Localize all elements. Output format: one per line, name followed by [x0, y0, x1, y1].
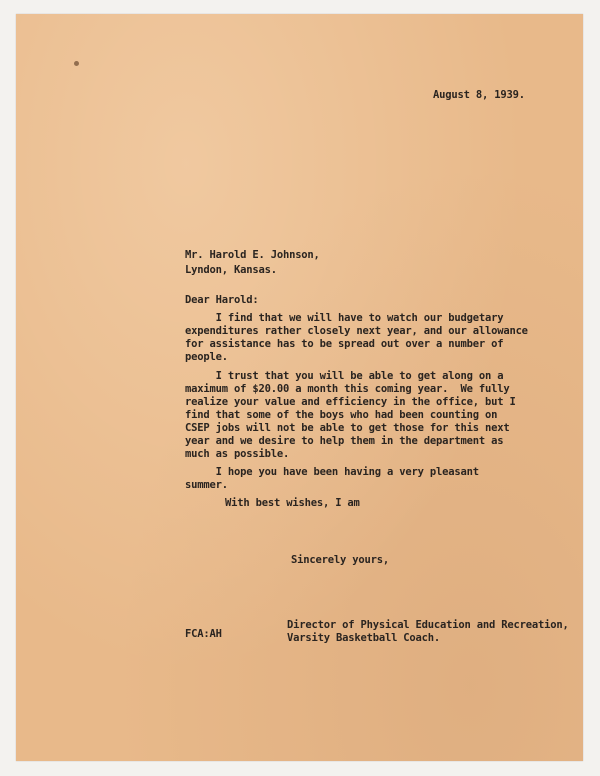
signature-title-2: Varsity Basketball Coach. — [287, 632, 441, 644]
paragraph-2-line-2: maximum of $20.00 a month this coming year. We fully — [185, 383, 510, 395]
paragraph-2-line-7: much as possible. — [185, 448, 290, 460]
paragraph-3-line-1: I hope you have been having a very pleasant — [185, 466, 479, 478]
typist-initials: FCA:AH — [185, 628, 222, 640]
punch-hole-mark — [74, 61, 79, 66]
paragraph-2-line-1: I trust that you will be able to get along on a — [185, 370, 504, 382]
paragraph-2-line-4: find that some of the boys who had been counting on — [185, 409, 498, 421]
paragraph-1-line-1: I find that we will have to watch our budgetary — [185, 312, 504, 324]
recipient-city: Lyndon, Kansas. — [185, 264, 277, 276]
signature-title-1: Director of Physical Education and Recreation, — [287, 619, 569, 631]
paragraph-1-line-3: for assistance has to be spread out over a number of — [185, 338, 504, 350]
signoff: Sincerely yours, — [291, 554, 389, 566]
paragraph-2-line-6: year and we desire to help them in the department as — [185, 435, 504, 447]
salutation: Dear Harold: — [185, 294, 259, 306]
closing-line: With best wishes, I am — [225, 497, 360, 509]
paragraph-2-line-5: CSEP jobs will not be able to get those for this next — [185, 422, 510, 434]
paragraph-3-line-2: summer. — [185, 479, 228, 491]
letter-page — [16, 14, 583, 761]
paragraph-1-line-2: expenditures rather closely next year, and our allowance — [185, 325, 528, 337]
paragraph-1-line-4: people. — [185, 351, 228, 363]
recipient-name: Mr. Harold E. Johnson, — [185, 249, 320, 261]
letter-date: August 8, 1939. — [433, 89, 525, 101]
paragraph-2-line-3: realize your value and efficiency in the office, but I — [185, 396, 516, 408]
